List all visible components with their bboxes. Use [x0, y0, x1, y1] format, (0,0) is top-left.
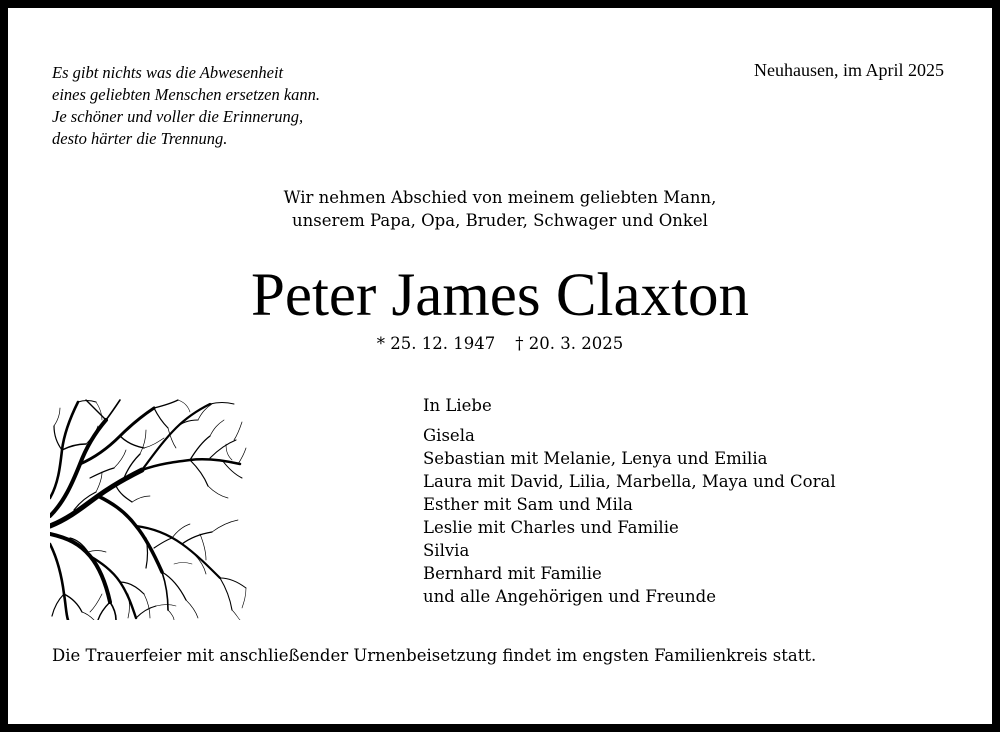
- life-dates: [8, 332, 992, 356]
- poem-line: Es gibt nichts was die Abwesenheit: [52, 63, 284, 82]
- mourner-entry: Sebastian mit Melanie, Lenya und Emilia: [423, 449, 768, 468]
- intro-line: Wir nehmen Abschied von meinem geliebten Mann,: [283, 188, 717, 207]
- obituary-notice: [8, 8, 992, 724]
- birth-date: * 25. 12. 1947: [376, 334, 496, 353]
- intro-line: unserem Papa, Opa, Bruder, Schwager und Onkel: [292, 211, 708, 230]
- mourners-heading: In Liebe: [423, 396, 492, 415]
- poem-line: desto härter die Trennung.: [52, 129, 228, 148]
- mourner-entry: Gisela: [423, 426, 475, 445]
- mourner-entry: Esther mit Sam und Mila: [423, 495, 633, 514]
- bare-tree-branches-icon: [50, 398, 248, 620]
- mourner-entry: Laura mit David, Lilia, Marbella, Maya und Coral: [423, 472, 836, 491]
- mourner-entry: Bernhard mit Familie: [423, 564, 602, 583]
- place-date: Neuhausen, im April 2025: [754, 60, 944, 80]
- poem-line: Je schöner und voller die Erinnerung,: [52, 107, 304, 126]
- intro-text: [8, 186, 992, 232]
- mourner-entry: Leslie mit Charles und Familie: [423, 518, 679, 537]
- poem-line: eines geliebten Menschen ersetzen kann.: [52, 85, 321, 104]
- death-date: † 20. 3. 2025: [515, 334, 624, 353]
- mourner-entry: Silvia: [423, 541, 470, 560]
- mourner-entry: und alle Angehörigen und Freunde: [423, 587, 716, 606]
- mourners-list: [423, 394, 836, 608]
- funeral-note: Die Trauerfeier mit anschließender Urnenbeisetzung findet im engsten Familienkreis statt.: [52, 646, 817, 665]
- deceased-name: Peter James Claxton: [250, 262, 750, 329]
- poem: [52, 62, 392, 150]
